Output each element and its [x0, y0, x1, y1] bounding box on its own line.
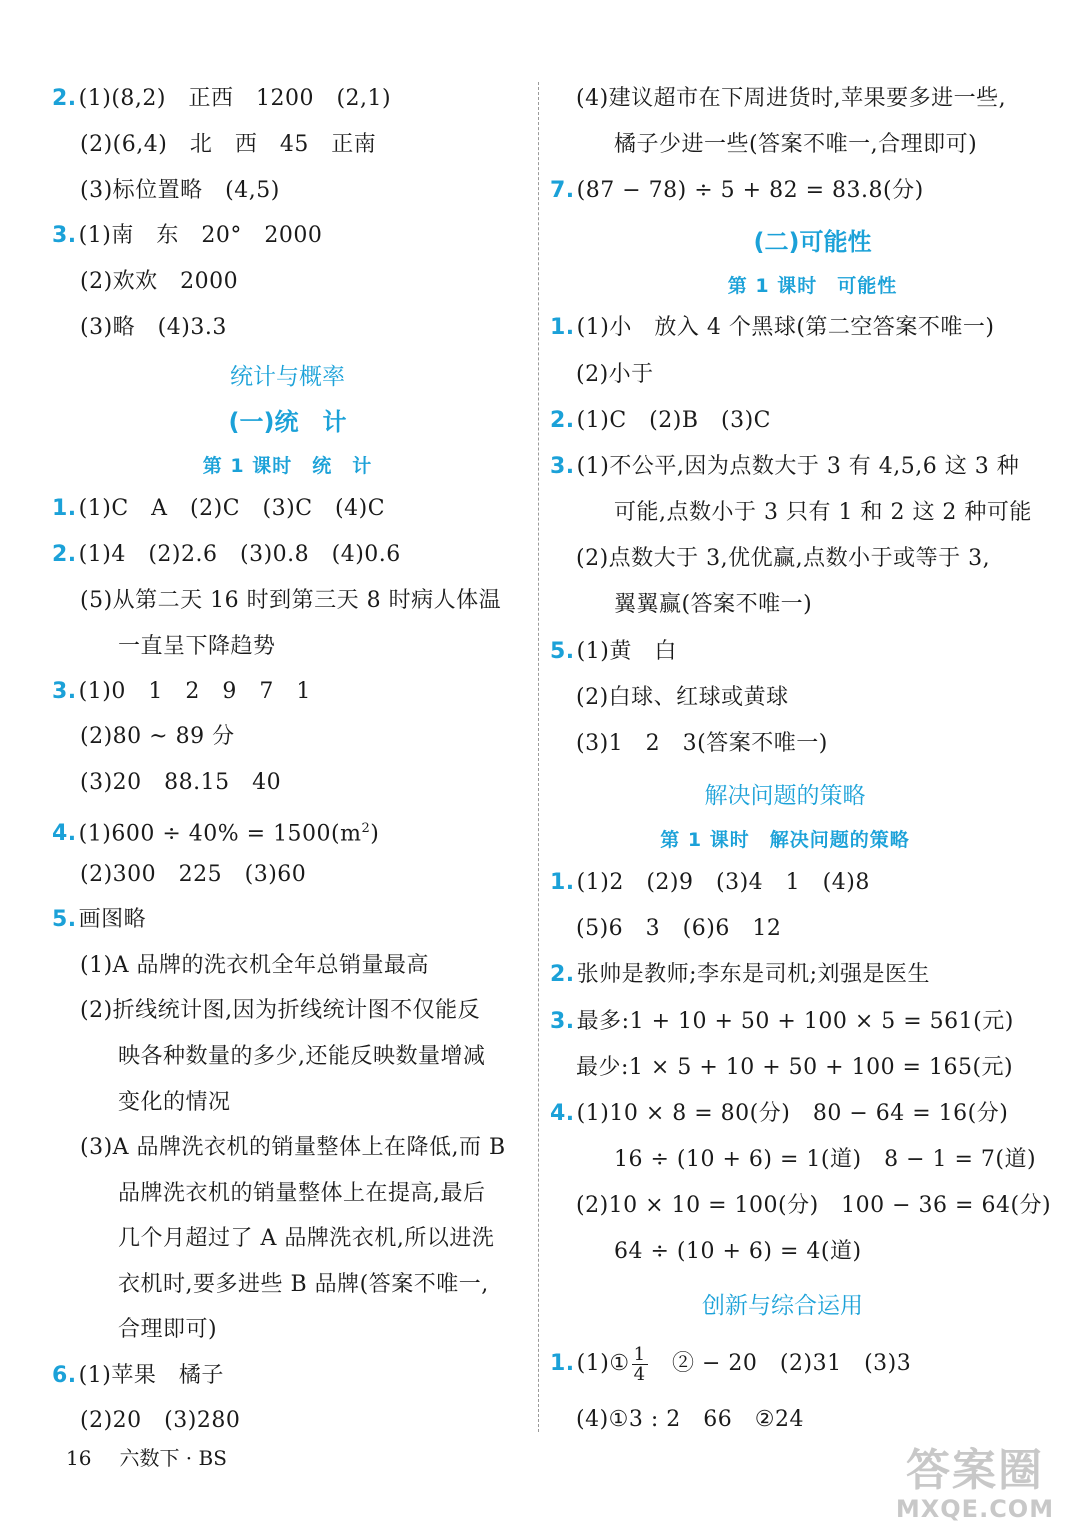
- section-title-statistics: 统计与概率: [230, 364, 345, 390]
- question-number: 2.: [550, 962, 575, 987]
- section-title-innovation: 创新与综合运用: [702, 1293, 863, 1319]
- question-number: 3.: [550, 454, 575, 479]
- prob-answer-3-line-4: 翼翼赢(答案不唯一): [614, 592, 813, 617]
- column-divider: [538, 82, 539, 1432]
- strategy-answer-3-line-1: 3.最多:1 + 10 + 50 + 100 × 5 = 561(元): [550, 1009, 1014, 1034]
- stat-answer-7: 7.(87 − 78) ÷ 5 + 82 = 83.8(分): [550, 178, 924, 203]
- answer-2-line-2: (2)(6,4) 北 西 45 正南: [80, 132, 377, 157]
- stat-answer-2-line-1: 2.(1)4 (2)2.6 (3)0.8 (4)0.6: [52, 542, 401, 567]
- book-label: 六数下 · BS: [119, 1446, 227, 1470]
- question-number: 3.: [52, 679, 77, 704]
- watermark-logo: [885, 1446, 1065, 1530]
- stat-answer-6-line-1: 6.(1)苹果 橘子: [52, 1363, 224, 1388]
- answer-3-line-2: (2)欢欢 2000: [80, 269, 239, 294]
- question-number: 5.: [52, 907, 77, 932]
- unit-title-probability: (二)可能性: [753, 228, 872, 256]
- strategy-answer-4-line-4: 64 ÷ (10 + 6) = 4(道): [614, 1239, 862, 1264]
- superscript: 2: [361, 821, 371, 836]
- unit-title-statistics: (一)统 计: [228, 408, 347, 436]
- answer-2-line-3: (3)标位置略 (4,5): [80, 178, 280, 203]
- stat-answer-4-line-1: $4.(1)600 \div 40\% = 1500(m^2)$: [52, 821, 380, 847]
- stat-answer-3-line-1: 3.(1)0 1 2 9 7 1: [52, 679, 311, 704]
- section-title-strategy: 解决问题的策略: [704, 783, 866, 809]
- question-number: 3.: [550, 1009, 575, 1034]
- strategy-answer-4-line-3: (2)10 × 10 = 100(分) 100 − 36 = 64(分): [576, 1193, 1052, 1218]
- question-number: 1.: [550, 1351, 575, 1376]
- stat-answer-5-line-2: (1)A 品牌的洗衣机全年总销量最高: [80, 953, 430, 978]
- watermark-logo-text: 答案圈: [906, 1445, 1044, 1496]
- prob-answer-2: 2.(1)C (2)B (3)C: [550, 408, 771, 433]
- question-number: 7.: [550, 178, 575, 203]
- stat-answer-5-line-6: (3)A 品牌洗衣机的销量整体上在降低,而 B: [80, 1135, 506, 1160]
- question-number: 6.: [52, 1363, 77, 1388]
- stat-answer-1: 1.(1)C A (2)C (3)C (4)C: [52, 496, 386, 521]
- stat-answer-2-line-3: 一直呈下降趋势: [118, 634, 276, 659]
- stat-answer-6-line-3: (4)建议超市在下周进货时,苹果要多进一些,: [576, 86, 1007, 111]
- question-number: 2.: [52, 86, 77, 111]
- prob-answer-1-line-2: (2)小于: [576, 362, 654, 387]
- prob-answer-1-line-1: 1.(1)小 放入 4 个黑球(第二空答案不唯一): [550, 315, 995, 340]
- question-number: 1.: [52, 496, 77, 521]
- page-number: 16: [66, 1446, 92, 1470]
- prob-answer-3-line-2: 可能,点数小于 3 只有 1 和 2 这 2 种可能: [614, 500, 1032, 525]
- stat-answer-6-line-2: (2)20 (3)280: [80, 1408, 241, 1433]
- innovation-answer-1-line-2: (4)①3 : 2 66 ②24: [576, 1407, 804, 1432]
- stat-answer-3-line-2: (2)80 ~ 89 分: [80, 724, 235, 749]
- strategy-answer-4-line-1: 4.(1)10 × 8 = 80(分) 80 − 64 = 16(分): [550, 1101, 1009, 1126]
- question-number: 5.: [550, 639, 575, 664]
- stat-answer-5-line-8: 几个月超过了 A 品牌洗衣机,所以进洗: [118, 1226, 495, 1251]
- fraction-one-quarter: $\frac{1}{4}$: [633, 1343, 646, 1385]
- prob-answer-5-line-3: (3)1 2 3(答案不唯一): [576, 731, 828, 756]
- question-number: 4.: [52, 821, 77, 847]
- innovation-answer-1-line-1: 1.(1)① $\frac{1}{4}$ ② − 20 (2)31 (3)3: [550, 1343, 912, 1385]
- question-number: 1.: [550, 315, 575, 340]
- stat-answer-6-line-4: 橘子少进一些(答案不唯一,合理即可): [614, 132, 978, 157]
- question-number: 4.: [550, 1101, 575, 1126]
- answer-3-line-1: 3.(1)南 东 20° 2000: [52, 223, 323, 248]
- prob-answer-5-line-1: 5.(1)黄 白: [550, 639, 677, 664]
- stat-answer-5-line-7: 品牌洗衣机的销量整体上在提高,最后: [118, 1181, 486, 1206]
- stat-answer-4-line-2: (2)300 225 (3)60: [80, 862, 307, 887]
- question-number: 3.: [52, 223, 77, 248]
- prob-answer-5-line-2: (2)白球、红球或黄球: [576, 685, 789, 710]
- strategy-answer-1-line-2: (5)6 3 (6)6 12: [576, 916, 782, 941]
- question-number: 1.: [550, 870, 575, 895]
- lesson-title-probability: 第 1 课时 可能性: [727, 275, 898, 297]
- page-footer: [66, 1442, 227, 1471]
- strategy-answer-1-line-1: 1.(1)2 (2)9 (3)4 1 (4)8: [550, 870, 870, 895]
- stat-answer-2-line-2: (5)从第二天 16 时到第三天 8 时病人体温: [80, 588, 502, 613]
- answer-2-line-1: 2.(1)(8,2) 正西 1200 (2,1): [52, 86, 392, 111]
- strategy-answer-4-line-2: 16 ÷ (10 + 6) = 1(道) 8 − 1 = 7(道): [614, 1147, 1037, 1172]
- stat-answer-5-line-3: (2)折线统计图,因为折线统计图不仅能反: [80, 998, 481, 1023]
- prob-answer-3-line-1: 3.(1)不公平,因为点数大于 3 有 4,5,6 这 3 种: [550, 454, 1020, 479]
- strategy-answer-2: 2.张帅是教师;李东是司机;刘强是医生: [550, 962, 930, 987]
- answer-3-line-3: (3)略 (4)3.3: [80, 315, 227, 340]
- watermark-url: MXQE.COM: [895, 1495, 1055, 1523]
- stat-answer-5-line-5: 变化的情况: [118, 1090, 231, 1115]
- lesson-title-strategy: 第 1 课时 解决问题的策略: [660, 829, 910, 851]
- lesson-title-statistics: 第 1 课时 统 计: [202, 455, 373, 477]
- stat-answer-3-line-3: (3)20 88.15 40: [80, 770, 282, 795]
- question-number: 2.: [550, 408, 575, 433]
- strategy-answer-3-line-2: 最少:1 × 5 + 10 + 50 + 100 = 165(元): [576, 1055, 1014, 1080]
- prob-answer-3-line-3: (2)点数大于 3,优优赢,点数小于或等于 3,: [576, 546, 991, 571]
- stat-answer-5-line-4: 映各种数量的多少,还能反映数量增减: [118, 1044, 486, 1069]
- stat-answer-5-line-10: 合理即可): [118, 1317, 218, 1342]
- question-number: 2.: [52, 542, 77, 567]
- stat-answer-5-line-9: 衣机时,要多进些 B 品牌(答案不唯一,: [118, 1272, 489, 1297]
- stat-answer-5-line-1: 5.画图略: [52, 907, 147, 932]
